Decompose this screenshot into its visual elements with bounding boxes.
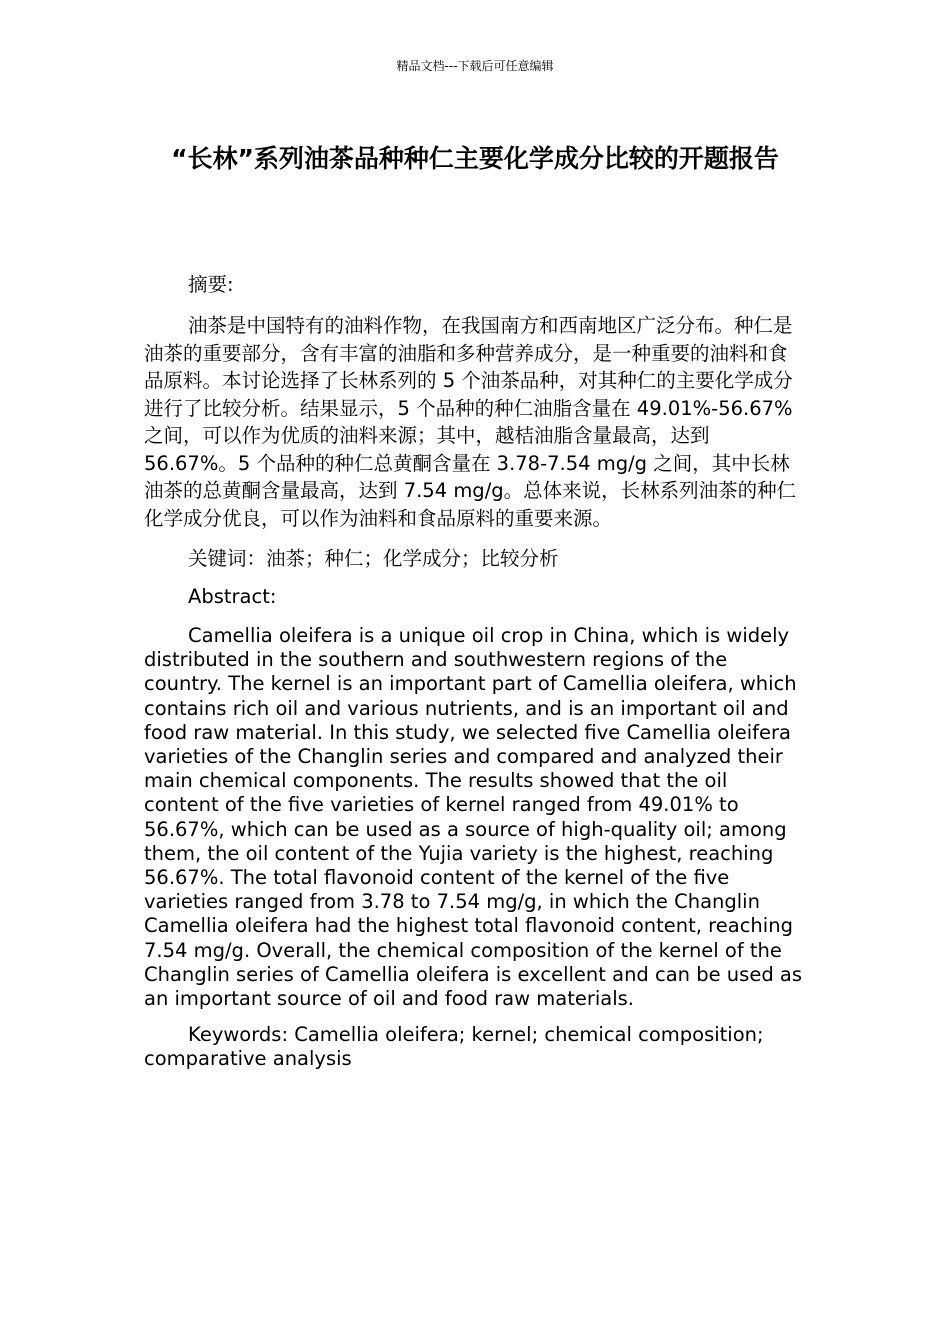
abstract-cn-label: 摘要: xyxy=(188,273,234,296)
abstract-en-body: Camellia oleifera is a unique oil crop in China, which is widely distributed in the southern and southwestern regions of the country. The kernel is an important part of Camellia oleifera, which contains rich oil and various nutrients, and is an important oil and food raw material. In this study, we selected five Camellia oleifera varieties of the Changlin series and compared and analyzed their main chemical components. The results showed that the oil content of the five varieties of kernel ranged from 49.01% to 56.67%, which can be used as a source of high-quality oil; among them, the oil content of the Yujia variety is the highest, reaching 56.67%. The total flavonoid content of the kernel of the five varieties ranged from 3.78 to 7.54 mg/g, in which the Changlin Camellia oleifera had the highest total flavonoid content, reaching 7.54 mg/g. Overall, the chemical composition of the kernel of the Changlin series of Camellia oleifera is excellent and can be used as an important source of oil and food raw materials. xyxy=(144,624,803,1011)
keywords-en: Keywords: Camellia oleifera; kernel; chemical composition; comparative analysis xyxy=(144,1023,764,1071)
document-body xyxy=(144,270,806,1072)
page-header: 精品文档---下载后可任意编辑 xyxy=(396,59,554,73)
abstract-en-label: Abstract: xyxy=(188,585,277,608)
document-title: “长林”系列油茶品种种仁主要化学成分比较的开题报告 xyxy=(171,144,779,173)
abstract-cn-body: 油茶是中国特有的油料作物，在我国南方和西南地区广泛分布。种仁是油茶的重要部分，含有丰富的油脂和多种营养成分，是一种重要的油料和食品原料。本讨论选择了长林系列的 5 个油茶品种，对其种仁的主要化学成分进行了比较分析。结果显示，5 个品种的种仁油脂含量在 49.01%-56.67%之间，可以作为优质的油料来源；其中，越桔油脂含量最高，达到 56.67%。5 个品种的种仁总黄酮含量在 3.78-7.54 mg/g 之间，其中长林油茶的总黄酮含量最高，达到 7.54 mg/g。总体来说，长林系列油茶的种仁化学成分优良，可以作为油料和食品原料的重要来源。 xyxy=(144,314,797,530)
keywords-cn: 关键词：油茶；种仁；化学成分；比较分析 xyxy=(188,547,559,570)
